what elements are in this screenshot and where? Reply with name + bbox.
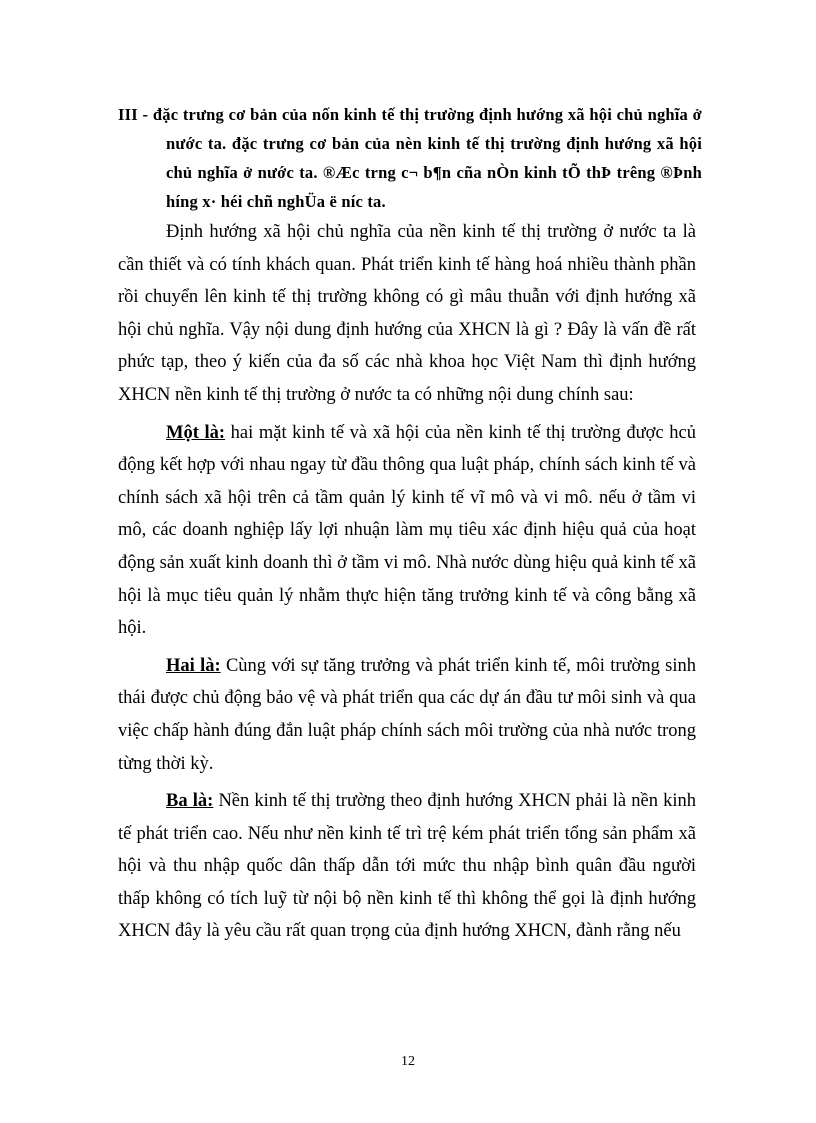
point-three-paragraph bbox=[118, 785, 696, 948]
point-two-lead: Hai là: bbox=[166, 655, 221, 676]
section-heading bbox=[118, 100, 702, 216]
point-three-lead: Ba là: bbox=[166, 791, 214, 812]
intro-paragraph: Định hướng xã hội chủ nghĩa của nền kinh tế thị trường ở nước ta là cần thiết và có tính khách quan. Phát triển kinh tế hàng hoá nhiều thành phần rồi chuyển lên kinh tế thị trường không có gì mâu thuẫn với định hướng xã hội chủ nghĩa. Vậy nội dung định hướng của XHCN là gì ? Đây là vấn đề rất phức tạp, theo ý kiến của đa số các nhà khoa học Việt Nam thì định hướng XHCN nền kinh tế thị trường ở nước ta có những nội dung chính sau: bbox=[118, 222, 696, 405]
point-two-paragraph bbox=[118, 650, 696, 780]
point-two-text: Cùng với sự tăng trưởng và phát triển kinh tế, môi trường sinh thái được chủ động bảo vệ và phát triển qua các dự án đầu tư môi sinh và qua việc chấp hành đúng đắn luật pháp chính sách môi trường của nhà nước trong từng thời kỳ. bbox=[118, 655, 696, 774]
point-one-text: hai mặt kinh tế và xã hội của nền kinh tế thị trường được hcủ động kết hợp với nhau ngay từ đầu thông qua luật pháp, chính sách kinh tế và chính sách xã hội trên cả tầm quản lý kinh tế vĩ mô và vi mô. nếu ở tầm vi mô, các doanh nghiệp lấy lợi nhuận làm mụ tiêu xác định hiệu quả của hoạt động sản xuất kinh doanh thì ở tầm vi mô. Nhà nước dùng hiệu quả kinh tế xã hội là mục tiêu quản lý nhằm thực hiện tăng trưởng kinh tế và công bằng xã hội. bbox=[118, 422, 696, 639]
page-number: 12 bbox=[401, 1054, 415, 1069]
section-heading-first-line: III - đặc trưng cơ bản của nốn kinh tế thị trường định hướng xã hội chủ nghĩa ở bbox=[118, 105, 702, 124]
point-three-text: Nền kinh tế thị trường theo định hướng XHCN phải là nền kinh tế phát triển cao. Nếu như nền kinh tế trì trệ kém phát triển tổng sản phẩm xã hội và thu nhập quốc dân thấp dẫn tới mức thu nhập bình quân đầu người thấp không có tích luỹ từ nội bộ nền kinh tế thì không thể gọi là định hướng XHCN đây là yêu cầu rất quan trọng của định hướng XHCN, đành rằng nếu bbox=[118, 791, 696, 942]
point-one-lead: Một là: bbox=[166, 422, 226, 443]
section-heading-continuation: nước ta. đặc trưng cơ bản của nèn kinh tế thị trường định hướng xã hội chủ nghĩa ở nước ta. ®Æc trng c¬ b¶n cña nÒn kinh tÕ thÞ trêng ®Þnh híng x· héi chñ nghÜa ë níc ta. bbox=[166, 134, 702, 211]
body-text bbox=[118, 216, 696, 948]
point-one-paragraph bbox=[118, 417, 696, 645]
